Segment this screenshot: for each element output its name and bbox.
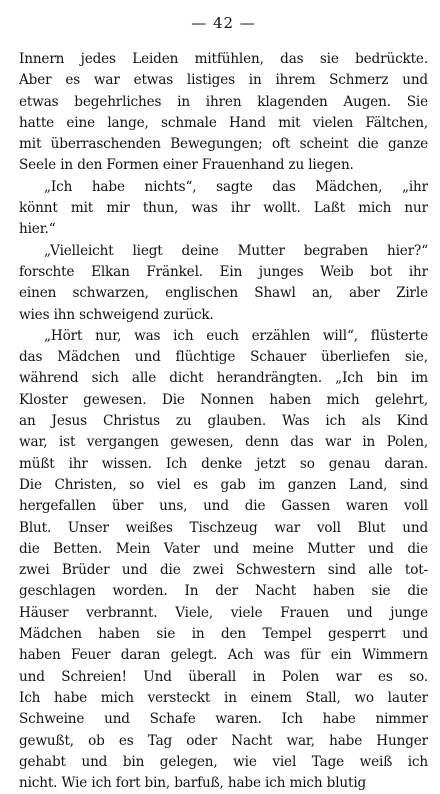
text-line: forschte Elkan Fränkel. Ein junges Weib bot ihr: [19, 263, 428, 280]
text-line: die Betten. Mein Vater und meine Mutter und die: [19, 540, 428, 557]
paragraph: [19, 49, 428, 177]
text-line: das Mädchen und flüchtige Schauer überliefen sie,: [19, 349, 428, 366]
paragraph: [19, 326, 428, 794]
text-line: an Jesus Christus zu glauben. Was ich als Kind: [19, 413, 428, 430]
text-line: „Ich habe nichts“, sagte das Mädchen, „ihr: [44, 178, 428, 195]
text-line: etwas begehrliches in ihren klagenden Augen. Sie: [19, 93, 428, 110]
text-line: müßt ihr wissen. Ich denke jetzt so genau daran.: [19, 455, 428, 472]
text-line: Mädchen haben sie in den Tempel gesperrt und: [19, 626, 428, 643]
text-line: geschlagen worden. In der Nacht haben sie die: [19, 583, 428, 600]
text-line: Seele in den Formen einer Frauenhand zu liegen.: [19, 157, 354, 174]
text-line: Schweine und Schafe waren. Ich habe nimmer: [19, 711, 428, 728]
text-line: hatte eine lange, schmale Hand mit vielen Fältchen,: [19, 114, 428, 131]
text-line: gehabt und bin gelegen, wie viel Tage weiß ich: [19, 753, 428, 770]
paragraph: [19, 177, 428, 241]
text-line: wies ihn schweigend zurück.: [19, 306, 214, 323]
text-line: hier.“: [19, 221, 56, 238]
text-line: Blut. Unser weißes Tischzeug war voll Blut und: [19, 519, 428, 536]
page-number: — 42 —: [191, 14, 256, 32]
text-line: war, ist vergangen gewesen, denn das war in Polen,: [19, 434, 428, 451]
text-line: und Schreien! Und überall in Polen war es so.: [19, 668, 428, 685]
text-line: Häuser verbrannt. Viele, viele Frauen und junge: [19, 604, 428, 621]
text-line: hergefallen über uns, und die Gassen waren voll: [19, 498, 428, 515]
text-line: nicht. Wie ich fort bin, barfuß, habe ich mich blutig: [19, 775, 367, 792]
text-line: Innern jedes Leiden mitfühlen, das sie bedrückte.: [19, 51, 428, 67]
text-line: „Hört nur, was ich euch erzählen will“, flüsterte: [44, 327, 428, 344]
body-text: [19, 49, 428, 794]
text-line: Ich habe mich versteckt in einem Stall, wo lauter: [19, 689, 428, 706]
text-line: könnt mit mir thun, was ihr wollt. Laßt mich nur: [19, 200, 428, 217]
text-line: während sich alle dicht herandrängten. „Ich bin im: [19, 370, 428, 387]
text-line: Die Christen, so viel es gab im ganzen Land, sind: [19, 476, 428, 493]
text-line: „Vielleicht liegt deine Mutter begraben hier?“: [44, 242, 428, 259]
text-line: gewußt, ob es Tag oder Nacht war, habe Hunger: [19, 732, 428, 749]
text-line: Aber es war etwas listiges in ihrem Schmerz und: [19, 72, 428, 89]
paragraph: [19, 241, 428, 326]
text-line: Kloster gewesen. Die Nonnen haben mich gelehrt,: [19, 391, 428, 408]
text-line: zwei Brüder und die zwei Schwestern sind alle tot-: [19, 562, 428, 579]
text-line: haben Feuer daran gelegt. Ach was für ein Wimmern: [19, 647, 428, 664]
text-line: einen schwarzen, englischen Shawl an, aber Zirle: [19, 285, 428, 302]
text-line: mit überraschenden Bewegungen; oft scheint die ganze: [19, 136, 428, 153]
